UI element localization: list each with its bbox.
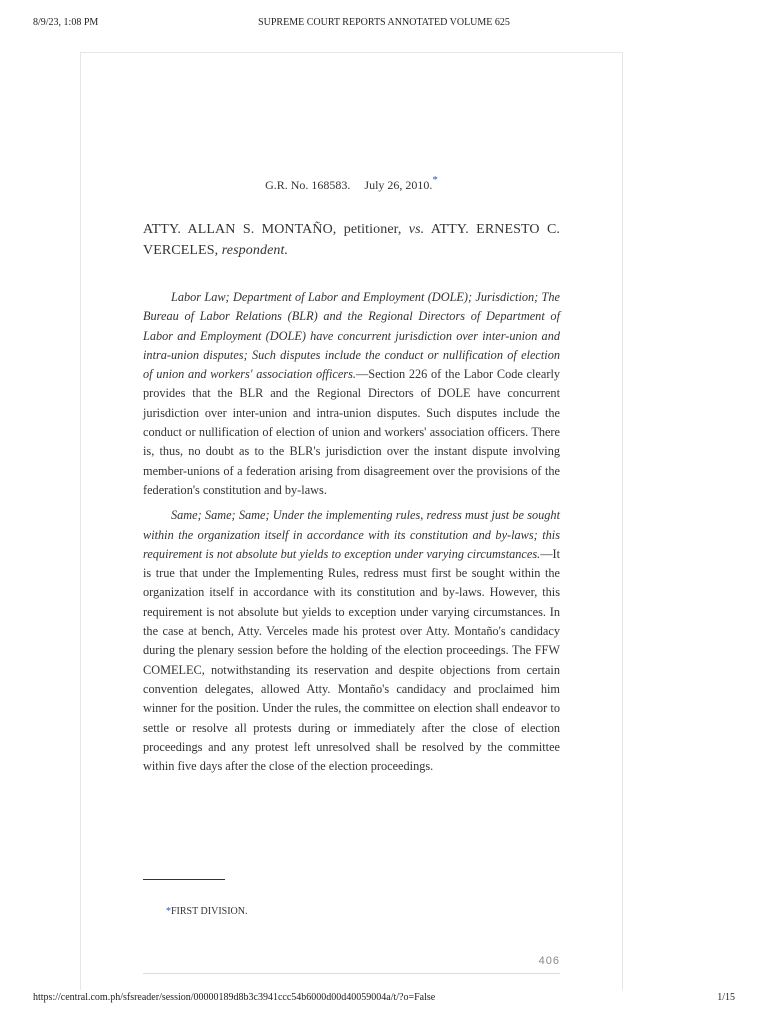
syllabus-keywords: Labor Law; Department of Labor and Employment (DOLE); Jurisdiction; The Bureau of Labor Relations (BLR) and the Regional Directors of Department of Labor and Employment (DOLE) have concurrent jurisdiction over inter-union and intra-union disputes; Such disputes include the conduct or nullification of election of union and workers' association officers.: [143, 290, 560, 382]
syllabus-keywords: Same; Same; Same; Under the implementing rules, redress must just be sought within the organization itself in accordance with its constitution and by-laws; this requirement is not absolute but yields to exception under varying circumstances.: [143, 508, 560, 561]
case-date: July 26, 2010.: [364, 178, 433, 192]
footnote-marker[interactable]: *: [166, 906, 171, 917]
print-title: SUPREME COURT REPORTS ANNOTATED VOLUME 625: [258, 17, 510, 28]
syllabus: [143, 288, 560, 782]
case-number-line: [143, 174, 560, 193]
print-pager: 1/15: [717, 992, 735, 1003]
petitioner: ATTY. ALLAN S. MONTAÑO, petitioner,: [143, 222, 409, 237]
respondent-label: respondent.: [221, 243, 289, 258]
footnote: [166, 906, 248, 917]
case-parties: [143, 219, 560, 261]
print-url: https://central.com.ph/sfsreader/session/00000189d8b3c3941ccc54b6000d00d40059004a/t/?o=False: [33, 992, 436, 1003]
gr-number: G.R. No. 168583.: [265, 178, 351, 192]
syllabus-paragraph: [143, 506, 560, 776]
footnote-link[interactable]: *: [432, 174, 438, 186]
footnote-text: FIRST DIVISION.: [171, 906, 248, 917]
syllabus-text: —Section 226 of the Labor Code clearly provides that the BLR and the Regional Directors of DOLE have concurrent jurisdiction over inter-union and intra-union disputes. Such disputes include the conduct or nullification of election of union and workers' association officers. There is, thus, no doubt as to the BLR's jurisdiction over the instant dispute involving member-unions of a federation arising from disagreement over the provisions of the federation's constitution and by-laws.: [143, 367, 561, 497]
syllabus-paragraph: [143, 288, 560, 500]
respondent-name: ATTY. ERNESTO C. VERCELES,: [143, 222, 560, 258]
page-number: 406: [538, 955, 560, 967]
footnote-divider: [143, 879, 225, 880]
versus: vs.: [408, 222, 425, 237]
page-divider: [143, 973, 560, 974]
print-header: [0, 17, 768, 31]
print-footer: [0, 992, 768, 1006]
print-date: 8/9/23, 1:08 PM: [33, 17, 99, 28]
syllabus-text: —It is true that under the Implementing Rules, redress must first be sought within the organization itself in accordance with its constitution and by-laws. However, this requirement is not absolute but yields to exception under varying circumstances. In the case at bench, Atty. Verceles made his protest over Atty. Montaño's candidacy during the plenary session before the holding of the election proceedings. The FFW COMELEC, notwithstanding its reservation and despite objections from certain convention delegates, allowed Atty. Montaño's candidacy and proclaimed him winner for the position. Under the rules, the committee on election shall endeavor to settle or resolve all protests during or immediately after the close of election proceedings and any protest left unresolved shall be resolved by the committee within five days after the close of the election proceedings.: [143, 546, 560, 774]
